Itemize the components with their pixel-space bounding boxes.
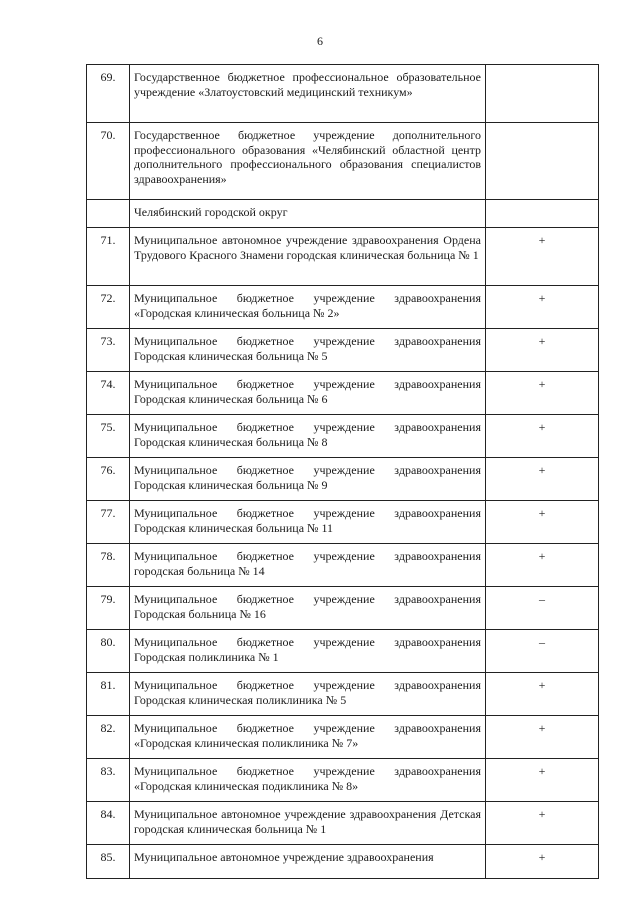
row-mark: + bbox=[486, 759, 599, 802]
row-number: 78. bbox=[87, 544, 130, 587]
table-row bbox=[87, 329, 599, 372]
institution-name: Муниципальное бюджетное учреждение здравоохранения Городская клиническая больница № 8 bbox=[130, 415, 486, 458]
institution-name: Муниципальное бюджетное учреждение здравоохранения «Городская клиническая поликлиника № 7» bbox=[130, 716, 486, 759]
table-row bbox=[87, 458, 599, 501]
table-row bbox=[87, 845, 599, 879]
institutions-table bbox=[86, 64, 599, 879]
row-number-empty bbox=[87, 200, 130, 228]
row-number: 69. bbox=[87, 65, 130, 123]
table-row bbox=[87, 501, 599, 544]
row-mark bbox=[486, 65, 599, 123]
row-mark: – bbox=[486, 630, 599, 673]
row-number: 72. bbox=[87, 286, 130, 329]
institution-name: Муниципальное бюджетное учреждение здравоохранения Городская клиническая поликлиника № 5 bbox=[130, 673, 486, 716]
row-number: 70. bbox=[87, 123, 130, 200]
institution-name: Муниципальное бюджетное учреждение здравоохранения «Городская клиническая подиклиника № 8» bbox=[130, 759, 486, 802]
section-row bbox=[87, 200, 599, 228]
row-number: 74. bbox=[87, 372, 130, 415]
table-row bbox=[87, 802, 599, 845]
row-mark: + bbox=[486, 501, 599, 544]
row-mark: + bbox=[486, 372, 599, 415]
table-row bbox=[87, 544, 599, 587]
row-mark: – bbox=[486, 587, 599, 630]
row-number: 85. bbox=[87, 845, 130, 879]
row-number: 75. bbox=[87, 415, 130, 458]
table-row bbox=[87, 286, 599, 329]
row-number: 82. bbox=[87, 716, 130, 759]
institution-name: Муниципальное автономное учреждение здравоохранения bbox=[130, 845, 486, 879]
row-mark: + bbox=[486, 673, 599, 716]
row-mark: + bbox=[486, 544, 599, 587]
institution-name: Муниципальное бюджетное учреждение здравоохранения Городская клиническая больница № 11 bbox=[130, 501, 486, 544]
institution-name: Муниципальное бюджетное учреждение здравоохранения городская больница № 14 bbox=[130, 544, 486, 587]
institution-name: Муниципальное бюджетное учреждение здравоохранения Городская клиническая больница № 9 bbox=[130, 458, 486, 501]
institution-name: Муниципальное автономное учреждение здравоохранения Ордена Трудового Красного Знамени городская клиническая больница № 1 bbox=[130, 228, 486, 286]
row-number: 81. bbox=[87, 673, 130, 716]
institution-name: Муниципальное бюджетное учреждение здравоохранения Городская клиническая больница № 5 bbox=[130, 329, 486, 372]
institution-name: Муниципальное бюджетное учреждение здравоохранения Городская больница № 16 bbox=[130, 587, 486, 630]
table-row bbox=[87, 123, 599, 200]
row-mark: + bbox=[486, 228, 599, 286]
institution-name: Муниципальное бюджетное учреждение здравоохранения «Городская клиническая больница № 2» bbox=[130, 286, 486, 329]
table-row bbox=[87, 228, 599, 286]
row-mark: + bbox=[486, 415, 599, 458]
row-number: 76. bbox=[87, 458, 130, 501]
row-mark: + bbox=[486, 716, 599, 759]
table-row bbox=[87, 673, 599, 716]
row-number: 77. bbox=[87, 501, 130, 544]
table-row bbox=[87, 630, 599, 673]
row-mark: + bbox=[486, 286, 599, 329]
row-number: 73. bbox=[87, 329, 130, 372]
row-mark bbox=[486, 123, 599, 200]
table-row bbox=[87, 372, 599, 415]
institution-name: Государственное бюджетное учреждение дополнительного профессионального образования «Челябинский областной центр дополнительного профессионального образования специалистов здравоохранения» bbox=[130, 123, 486, 200]
row-number: 71. bbox=[87, 228, 130, 286]
row-mark: + bbox=[486, 458, 599, 501]
table-row bbox=[87, 759, 599, 802]
table-row bbox=[87, 65, 599, 123]
section-title: Челябинский городской округ bbox=[130, 200, 486, 228]
row-mark: + bbox=[486, 845, 599, 879]
institution-name: Муниципальное автономное учреждение здравоохранения Детская городская клиническая больница № 1 bbox=[130, 802, 486, 845]
row-mark: + bbox=[486, 802, 599, 845]
row-mark: + bbox=[486, 329, 599, 372]
table-row bbox=[87, 587, 599, 630]
row-number: 83. bbox=[87, 759, 130, 802]
institution-name: Муниципальное бюджетное учреждение здравоохранения Городская поликлиника № 1 bbox=[130, 630, 486, 673]
table-row bbox=[87, 415, 599, 458]
page-number: 6 bbox=[317, 34, 323, 48]
row-number: 80. bbox=[87, 630, 130, 673]
row-mark-empty bbox=[486, 200, 599, 228]
table-row bbox=[87, 716, 599, 759]
row-number: 79. bbox=[87, 587, 130, 630]
institution-name: Муниципальное бюджетное учреждение здравоохранения Городская клиническая больница № 6 bbox=[130, 372, 486, 415]
row-number: 84. bbox=[87, 802, 130, 845]
institution-name: Государственное бюджетное профессиональное образовательное учреждение «Златоустовский медицинский техникум» bbox=[130, 65, 486, 123]
